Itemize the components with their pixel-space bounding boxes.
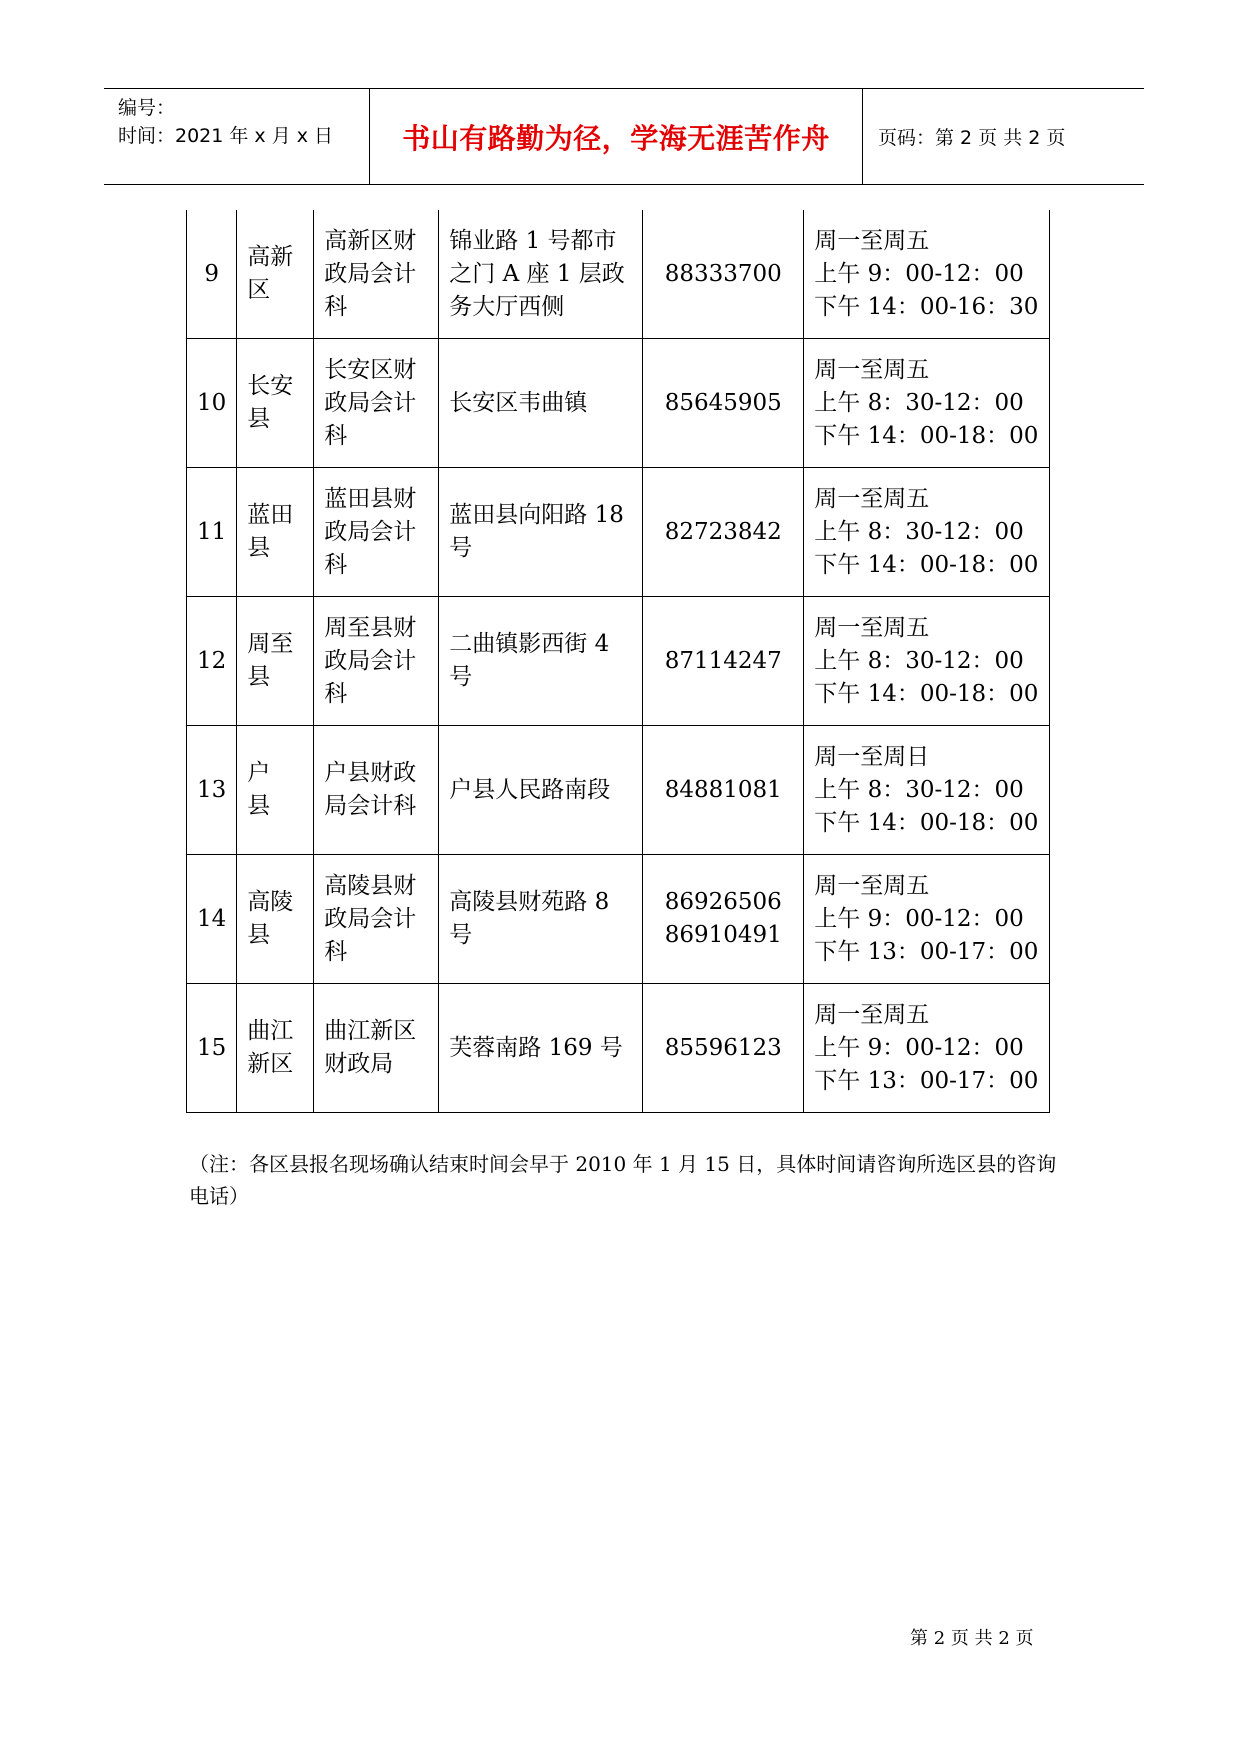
phone-cell [643,984,804,1113]
hours-cell-text: 周一至周五 上午 9：00-12：00 下午 14：00-16：30 [814,227,1039,320]
office-cell [314,210,439,339]
table-row [187,726,1050,855]
office-cell [314,855,439,984]
row-number-text: 9 [204,260,219,287]
table-row [187,597,1050,726]
office-cell-text: 高新区财 政局会计 科 [324,227,417,320]
header-page-info: 页码：第 2 页 共 2 页 [878,127,1066,149]
table-row [187,210,1050,339]
hours-cell [804,597,1050,726]
office-cell [314,468,439,597]
district-cell [237,210,314,339]
phone-cell-text: 85596123 [664,1034,782,1061]
header-motto: 书山有路勤为径，学海无涯苦作舟 [370,89,863,184]
district-cell-text: 户 县 [247,760,271,819]
address-cell [439,468,643,597]
district-cell-text: 长安 县 [247,373,294,432]
row-number [187,984,237,1113]
address-cell [439,855,643,984]
table-row [187,468,1050,597]
phone-cell-text: 82723842 [664,518,782,545]
office-cell-text: 长安区财 政局会计 科 [324,356,417,449]
hours-cell [804,855,1050,984]
header-meta [104,89,370,184]
row-number-text: 11 [197,518,227,545]
phone-cell [643,468,804,597]
district-cell [237,984,314,1113]
table-row [187,339,1050,468]
phone-cell [643,210,804,339]
district-cell-text: 高陵 县 [247,889,294,948]
address-cell-text: 长安区韦曲镇 [449,389,588,416]
hours-cell [804,468,1050,597]
document-header [104,88,1144,185]
footnote: （注：各区县报名现场确认结束时间会早于 2010 年 1 月 15 日，具体时间请咨询所选区县的咨询电话） [189,1152,1057,1208]
district-cell [237,339,314,468]
office-cell-text: 高陵县财 政局会计 科 [324,872,417,965]
district-cell-text: 蓝田 县 [247,502,294,561]
hours-cell [804,210,1050,339]
address-cell [439,984,643,1113]
row-number [187,339,237,468]
office-cell-text: 蓝田县财 政局会计 科 [324,485,417,578]
hours-cell-text: 周一至周五 上午 9：00-12：00 下午 13：00-17：00 [814,872,1039,965]
registration-sites-table [186,210,1050,1113]
row-number [187,726,237,855]
district-cell-text: 周至 县 [247,631,294,690]
address-cell-text: 芙蓉南路 169 号 [449,1034,623,1061]
phone-cell [643,855,804,984]
district-cell [237,726,314,855]
hours-cell-text: 周一至周五 上午 8：30-12：00 下午 14：00-18：00 [814,356,1039,449]
address-cell-text: 高陵县财苑路 8 号 [449,889,610,948]
row-number-text: 10 [197,389,227,416]
serial-label: 编号： [118,97,176,119]
district-cell-text: 高新 区 [247,244,294,303]
phone-cell [643,597,804,726]
phone-cell [643,726,804,855]
address-cell [439,210,643,339]
address-cell-text: 户县人民路南段 [449,776,611,803]
row-number [187,210,237,339]
phone-cell-text: 87114247 [664,647,782,674]
hours-cell [804,726,1050,855]
office-cell-text: 周至县财 政局会计 科 [324,614,417,707]
phone-cell-text: 85645905 [664,389,782,416]
office-cell [314,597,439,726]
district-cell [237,597,314,726]
office-cell-text: 曲江新区 财政局 [324,1018,417,1077]
hours-cell-text: 周一至周日 上午 8：30-12：00 下午 14：00-18：00 [814,743,1039,836]
row-number [187,855,237,984]
hours-cell [804,984,1050,1113]
hours-cell-text: 周一至周五 上午 9：00-12：00 下午 13：00-17：00 [814,1001,1039,1094]
hours-cell [804,339,1050,468]
row-number-text: 12 [197,647,227,674]
district-cell [237,468,314,597]
row-number-text: 13 [197,776,227,803]
row-number-text: 14 [197,905,227,932]
office-cell-text: 户县财政 局会计科 [324,760,417,819]
district-cell [237,855,314,984]
time-label: 时间：2021 年 x 月 x 日 [118,125,334,147]
office-cell [314,339,439,468]
address-cell-text: 蓝田县向阳路 18 号 [449,502,624,561]
hours-cell-text: 周一至周五 上午 8：30-12：00 下午 14：00-18：00 [814,485,1039,578]
row-number [187,468,237,597]
hours-cell-text: 周一至周五 上午 8：30-12：00 下午 14：00-18：00 [814,614,1039,707]
district-cell-text: 曲江 新区 [247,1018,294,1077]
address-cell-text: 锦业路 1 号都市 之门 A 座 1 层政 务大厅西侧 [449,227,625,320]
address-cell-text: 二曲镇影西街 4 号 [449,631,610,690]
address-cell [439,597,643,726]
office-cell [314,726,439,855]
phone-cell [643,339,804,468]
address-cell [439,726,643,855]
phone-cell-text: 86926506 86910491 [664,889,782,948]
phone-cell-text: 88333700 [664,260,782,287]
table-row [187,984,1050,1113]
row-number-text: 15 [197,1034,227,1061]
table-row [187,855,1050,984]
phone-cell-text: 84881081 [664,776,782,803]
address-cell [439,339,643,468]
office-cell [314,984,439,1113]
row-number [187,597,237,726]
page-footer: 第 2 页 共 2 页 [910,1628,1034,1649]
